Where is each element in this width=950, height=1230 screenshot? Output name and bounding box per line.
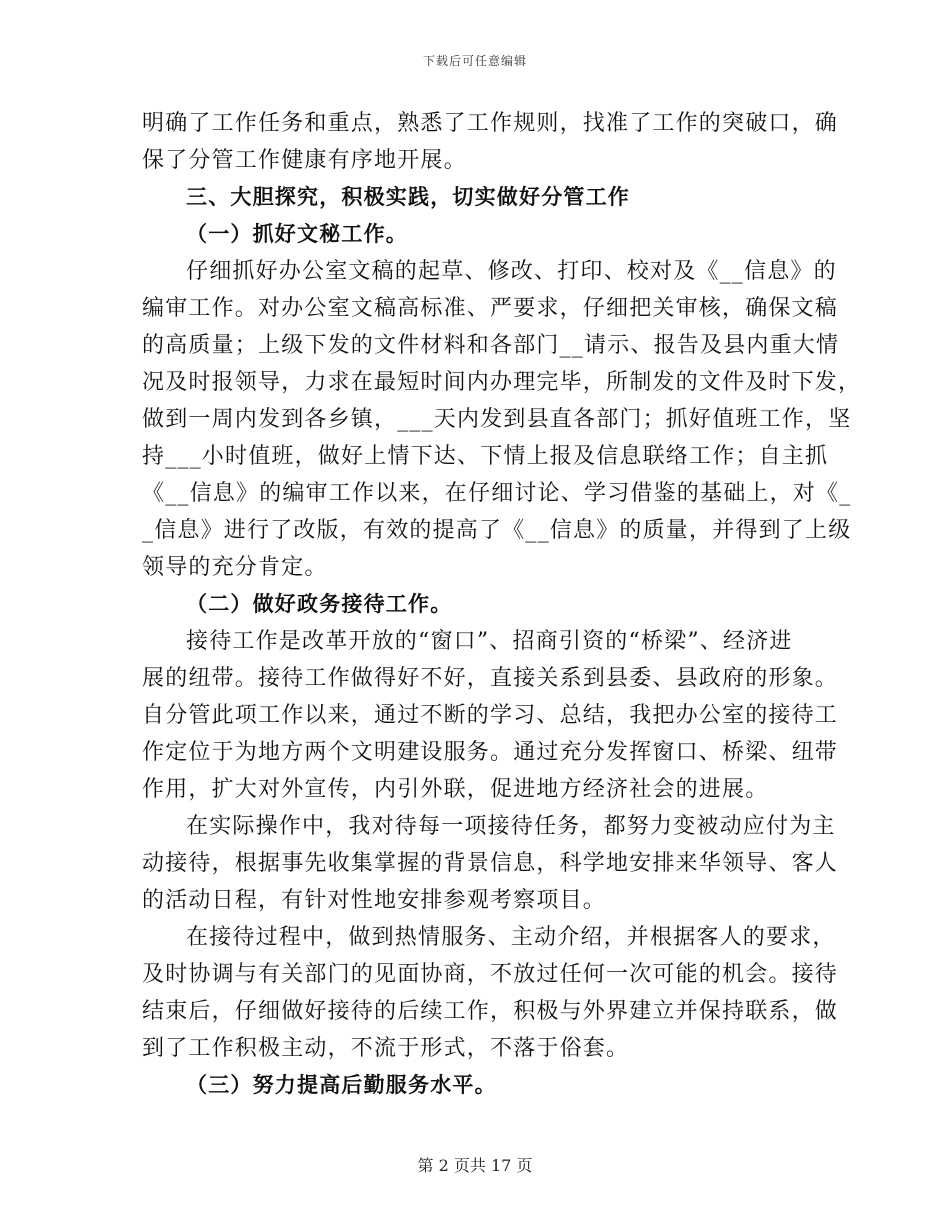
text-line: 到了工作积极主动，不流于形式，不落于俗套。 (142, 1036, 630, 1061)
subsection-heading-text: （一）抓好文秘工作。 (186, 222, 408, 246)
subsection-heading-text: （三）努力提高后勤服务水平。 (186, 1073, 497, 1097)
text-line: 况及时报领导，力求在最短时间内办理完毕，所制发的文件及时下发， (142, 370, 862, 395)
text-line: 领导的充分肯定。 (142, 555, 328, 580)
text-line: 明确了工作任务和重点，熟悉了工作规则，找准了工作的突破口，确 (142, 111, 839, 136)
section-heading (142, 179, 808, 216)
page-number: 第 2 页共 17 页 (417, 1156, 533, 1175)
subsection-heading (142, 216, 808, 253)
text-line: 结束后，仔细做好接待的后续工作，积极与外界建立并保持联系，做 (142, 999, 839, 1024)
text-line: 展的纽带。接待工作做得好不好，直接关系到县委、县政府的形象。 (142, 666, 839, 691)
text-line: 仔细抓好办公室文稿的起草、修改、打印、校对及《__信息》的 (186, 259, 837, 284)
paragraph (142, 919, 839, 1067)
paragraph (142, 253, 862, 586)
text-line: 接待工作是改革开放的“窗口”、招商引资的“桥梁”、经济进 (186, 629, 793, 654)
text-line: 动接待，根据事先收集掌握的背景信息，科学地安排来华领导、客人 (142, 851, 839, 876)
text-line: 作用，扩大对外宣传，内引外联，促进地方经济社会的进展。 (142, 777, 769, 802)
section-heading-text: 三、大胆探究，积极实践，切实做好分管工作 (186, 185, 630, 209)
text-line: 保了分管工作健康有序地开展。 (142, 148, 467, 173)
page-header: 下载后可任意编辑 (422, 54, 527, 68)
text-line: 持___小时值班，做好上情下达、下情上报及信息联络工作；自主抓 (142, 444, 829, 469)
text-line: 的高质量；上级下发的文件材料和各部门__请示、报告及县内重大情 (142, 333, 840, 358)
text-line: 作定位于为地方两个文明建设服务。通过充分发挥窗口、桥梁、纽带 (142, 740, 839, 765)
paragraph (142, 105, 839, 179)
subsection-heading (142, 586, 808, 623)
paragraph (142, 623, 839, 808)
subsection-heading (142, 1067, 808, 1104)
document-body (142, 105, 862, 1104)
subsection-heading-text: （二）做好政务接待工作。 (186, 592, 453, 616)
text-line: 及时协调与有关部门的见面协商，不放过任何一次可能的机会。接待 (142, 962, 839, 987)
text-line: 编审工作。对办公室文稿高标准、严要求，仔细把关审核，确保文稿 (142, 296, 839, 321)
text-line: 做到一周内发到各乡镇，___天内发到县直各部门；抓好值班工作，坚 (142, 407, 852, 432)
paragraph (142, 808, 839, 919)
text-line: _信息》进行了改版，有效的提高了《__信息》的质量，并得到了上级 (142, 518, 852, 543)
text-line: 在实际操作中，我对待每一项接待任务，都努力变被动应付为主 (186, 814, 836, 839)
text-line: 的活动日程，有针对性地安排参观考察项目。 (142, 888, 607, 913)
text-line: 自分管此项工作以来，通过不断的学习、总结，我把办公室的接待工 (142, 703, 839, 728)
text-line: 在接待过程中，做到热情服务、主动介绍，并根据客人的要求， (186, 925, 836, 950)
text-line: 《__信息》的编审工作以来，在仔细讨论、学习借鉴的基础上，对《_ (142, 481, 852, 506)
